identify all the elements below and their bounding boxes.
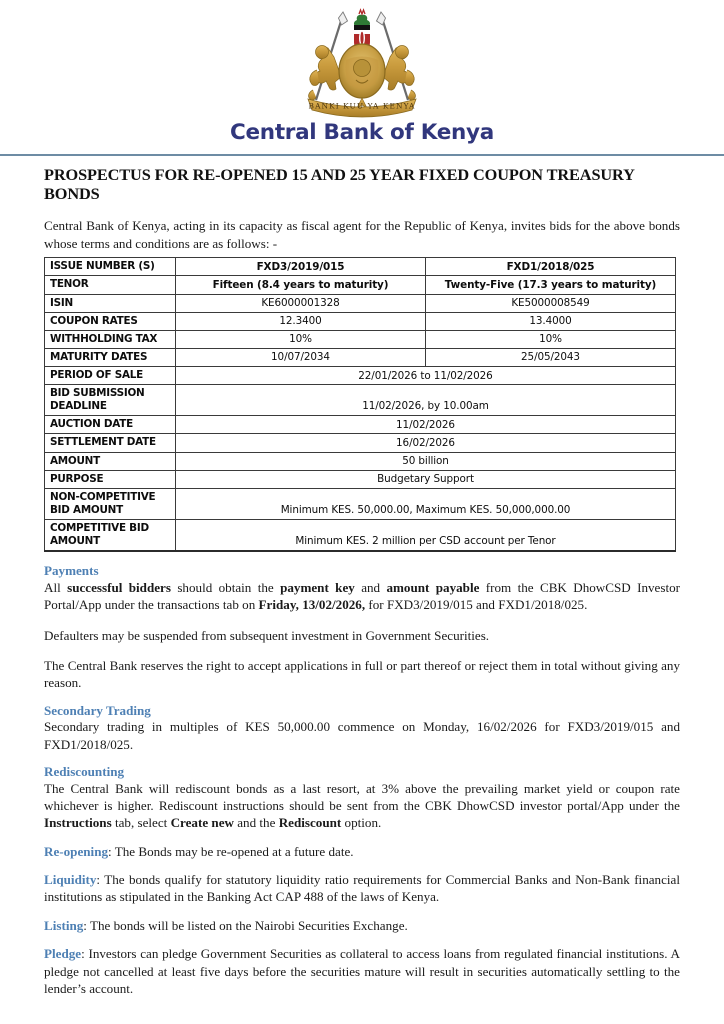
- row-value-fxd1: 13.4000: [426, 312, 676, 330]
- table-row: [45, 452, 676, 470]
- row-label: AUCTION DATE: [45, 416, 176, 434]
- masthead: [44, 0, 680, 156]
- txt-bold: payment key: [280, 579, 355, 595]
- txt: : The Bonds may be re-opened at a future date.: [108, 843, 354, 859]
- section-rediscounting: [44, 764, 680, 832]
- section-secondary-trading: [44, 703, 680, 753]
- txt-bold: successful bidders: [67, 579, 171, 595]
- row-value-span: 11/02/2026: [176, 416, 676, 434]
- row-label: PERIOD OF SALE: [45, 367, 176, 385]
- row-value-fxd3: Fifteen (8.4 years to maturity): [176, 276, 426, 294]
- section-pledge: [44, 945, 680, 997]
- txt: All: [44, 579, 68, 595]
- row-label: MATURITY DATES: [45, 348, 176, 366]
- table-row: [45, 348, 676, 366]
- row-label: BID SUBMISSION DEADLINE: [45, 385, 176, 416]
- row-value-span: 50 billion: [176, 452, 676, 470]
- table-row: [45, 258, 676, 276]
- payments-paragraph-3: The Central Bank reserves the right to accept applications in full or part thereof or reject them in total without giving any reason.: [44, 657, 680, 691]
- lion-right-icon: [383, 46, 415, 101]
- row-value-fxd3: 10/07/2034: [176, 348, 426, 366]
- txt: : Investors can pledge Government Securities as collateral to access loans from regulated financial institutions. A pledge not cancelled at least five days before the securities mature will result in securities automatically settling to the lender’s account.: [44, 946, 680, 996]
- reopening-paragraph: [44, 843, 680, 860]
- row-label: WITHHOLDING TAX: [45, 330, 176, 348]
- table-row: [45, 367, 676, 385]
- section-listing: [44, 917, 680, 934]
- row-label: ISIN: [45, 294, 176, 312]
- row-label: COUPON RATES: [45, 312, 176, 330]
- table-row: [45, 385, 676, 416]
- row-value-span: Budgetary Support: [176, 470, 676, 488]
- row-label: COMPETITIVE BID AMOUNT: [45, 520, 176, 552]
- table-row: [45, 520, 676, 552]
- table-row: [45, 276, 676, 294]
- table-row: [45, 312, 676, 330]
- row-value-fxd1: 10%: [426, 330, 676, 348]
- txt: should obtain the: [170, 579, 281, 595]
- row-value-span: Minimum KES. 2 million per CSD account per Tenor: [176, 520, 676, 552]
- page-title: PROSPECTUS FOR RE-OPENED 15 AND 25 YEAR FIXED COUPON TREASURY BONDS: [44, 164, 635, 204]
- table-row: [45, 470, 676, 488]
- row-value-span: Minimum KES. 50,000.00, Maximum KES. 50,000,000.00: [176, 488, 676, 519]
- section-heading-pledge: Pledge: [44, 946, 82, 962]
- table-row: [45, 488, 676, 519]
- row-value-fxd1: Twenty-Five (17.3 years to maturity): [426, 276, 676, 294]
- row-value-span: 16/02/2026: [176, 434, 676, 452]
- table-row: [45, 330, 676, 348]
- txt-bold: amount payable: [386, 579, 480, 595]
- txt: and: [354, 579, 387, 595]
- row-value-fxd3: 12.3400: [176, 312, 426, 330]
- row-label: PURPOSE: [45, 470, 176, 488]
- motto-text: BANKI KUU YA KENYA: [308, 101, 416, 111]
- section-heading-rediscounting: Rediscounting: [44, 764, 125, 780]
- row-label: NON-COMPETITIVE BID AMOUNT: [45, 488, 176, 519]
- row-value-span: 22/01/2026 to 11/02/2026: [176, 367, 676, 385]
- intro-paragraph: Central Bank of Kenya, acting in its capacity as fiscal agent for the Republic of Kenya, invites bids for the above bonds whose terms and conditions are as follows: -: [44, 218, 680, 251]
- txt-bold: Rediscount: [278, 815, 342, 831]
- txt: : The bonds will be listed on the Nairobi Securities Exchange.: [83, 917, 408, 933]
- table-row: [45, 416, 676, 434]
- pledge-paragraph: [44, 945, 680, 997]
- central-shield-icon: [339, 44, 385, 98]
- section-reopening: [44, 843, 680, 860]
- txt-bold: Instructions: [44, 815, 112, 831]
- terms-table: [44, 257, 676, 552]
- row-value-fxd1: KE5000008549: [426, 294, 676, 312]
- row-value-fxd1: 25/05/2043: [426, 348, 676, 366]
- coat-of-arms-icon: [44, 8, 680, 120]
- listing-paragraph: [44, 917, 680, 934]
- header-divider: [0, 154, 724, 156]
- txt: and the: [233, 815, 279, 831]
- secondary-trading-paragraph: Secondary trading in multiples of KES 50,000.00 commence on Monday, 16/02/2026 for FXD3/2019/015 and FXD1/2018/025.: [44, 719, 680, 752]
- section-liquidity: [44, 871, 680, 906]
- section-heading-reopening: Re-opening: [44, 843, 109, 859]
- section-heading-payments: Payments: [44, 563, 99, 579]
- row-value-fxd3: KE6000001328: [176, 294, 426, 312]
- txt: The Central Bank will rediscount bonds as a last resort, at 3% above the prevailing market yield or coupon rate whichever is higher. Rediscount instructions should be sent from the CBK DhowCSD investor portal/App under the: [44, 780, 680, 814]
- table-row: [45, 294, 676, 312]
- section-payments: [44, 563, 680, 691]
- liquidity-paragraph: [44, 871, 680, 906]
- bank-name: Central Bank of Kenya: [230, 120, 494, 145]
- row-label: AMOUNT: [45, 452, 176, 470]
- section-heading-secondary-trading: Secondary Trading: [44, 702, 151, 718]
- row-value-fxd1: FXD1/2018/025: [426, 258, 676, 276]
- row-value-fxd3: FXD3/2019/015: [176, 258, 426, 276]
- row-label: ISSUE NUMBER (S): [45, 258, 176, 276]
- motto-banner-icon: [308, 99, 416, 117]
- section-heading-liquidity: Liquidity: [44, 872, 97, 888]
- kenya-coat-of-arms-svg: [286, 8, 438, 120]
- row-value-span: 11/02/2026, by 10.00am: [176, 385, 676, 416]
- txt-bold: Create new: [170, 815, 234, 831]
- txt: tab, select: [111, 815, 171, 831]
- txt: from the CBK DhowCSD Investor Portal/App under the transactions tab on: [44, 579, 681, 613]
- payments-paragraph-1: [44, 579, 680, 614]
- txt: option.: [341, 815, 382, 831]
- txt-bold: Friday, 13/02/2026,: [258, 597, 366, 613]
- row-value-fxd3: 10%: [176, 330, 426, 348]
- lion-left-icon: [309, 46, 341, 101]
- section-heading-listing: Listing: [44, 917, 84, 933]
- rediscounting-paragraph: [44, 780, 680, 832]
- row-label: TENOR: [45, 276, 176, 294]
- payments-paragraph-2: Defaulters may be suspended from subsequent investment in Government Securities.: [44, 627, 490, 643]
- row-label: SETTLEMENT DATE: [45, 434, 176, 452]
- txt: for FXD3/2019/015 and FXD1/2018/025.: [365, 597, 588, 613]
- txt: : The bonds qualify for statutory liquidity ratio requirements for Commercial Banks and Non-Bank financial institutions as stipulated in the Banking Act CAP 488 of the laws of Kenya.: [44, 872, 680, 905]
- table-row: [45, 434, 676, 452]
